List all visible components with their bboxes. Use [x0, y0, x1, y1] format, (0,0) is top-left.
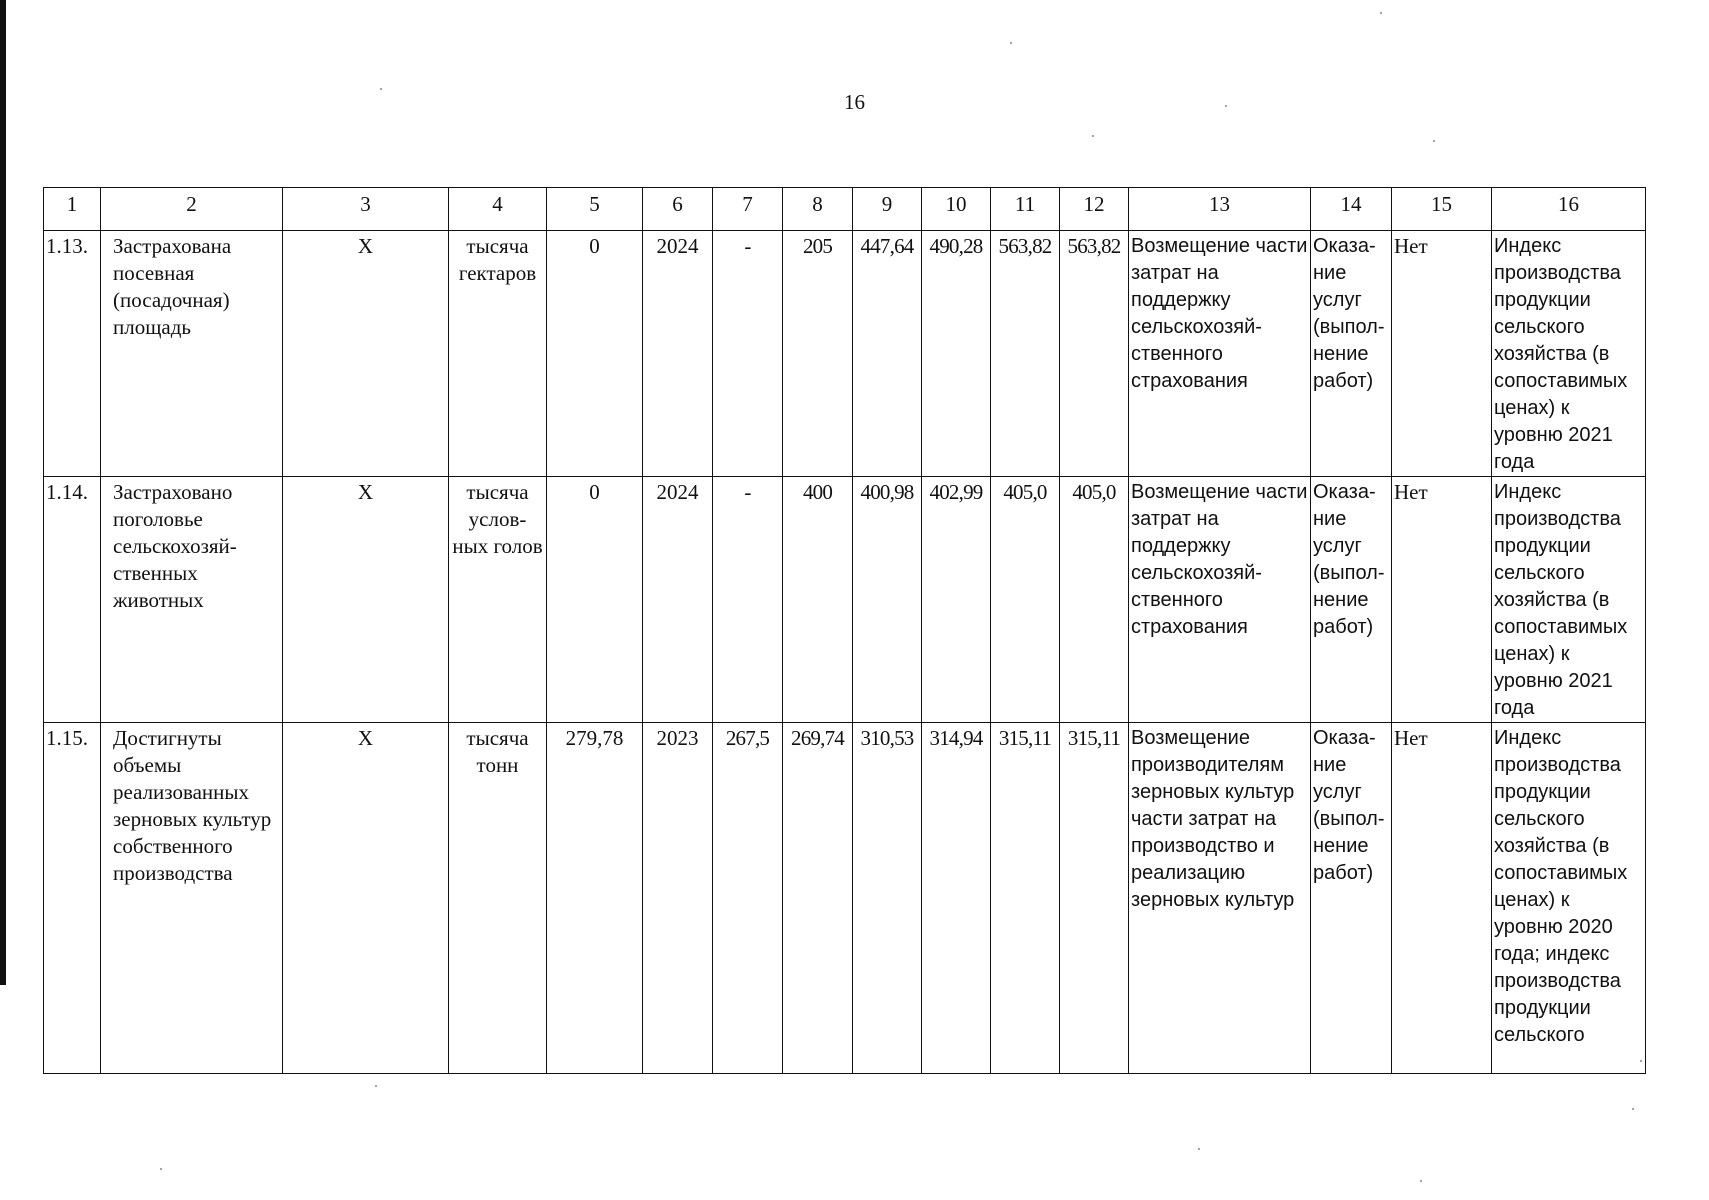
scan-speck	[1632, 1108, 1634, 1110]
header-cell: 8	[783, 188, 853, 231]
binding-edge	[0, 0, 6, 985]
scan-speck	[380, 88, 382, 90]
header-cell: 1	[44, 188, 101, 231]
value-cell-9: 447,64	[853, 231, 922, 477]
base-year-cell: 2023	[643, 723, 713, 1074]
header-cell: 11	[991, 188, 1060, 231]
value-cell-12: 563,82	[1060, 231, 1129, 477]
header-cell: 12	[1060, 188, 1129, 231]
col3-cell: Х	[283, 477, 449, 723]
flag-cell: Нет	[1392, 231, 1492, 477]
measure-type-cell: Оказа-ние услуг (выпол-нение работ)	[1311, 477, 1392, 723]
flag-cell: Нет	[1392, 477, 1492, 723]
measure-description-cell: Возмещение части затрат на поддержку сельскохозяй-ственного страхования	[1129, 231, 1311, 477]
header-cell: 9	[853, 188, 922, 231]
scan-speck	[1380, 12, 1382, 14]
measure-type-cell: Оказа-ние услуг (выпол-нение работ)	[1311, 723, 1392, 1074]
measure-type-cell: Оказа-ние услуг (выпол-нение работ)	[1311, 231, 1392, 477]
value-cell-10: 314,94	[922, 723, 991, 1074]
scan-speck	[1092, 135, 1094, 137]
linked-indicator-cell: Индекс производства продукции сельского хозяйства (в сопоставимых ценах) к уровню 2020 года; индекс производства продукции сельского	[1492, 723, 1646, 1074]
scan-speck	[1010, 42, 1012, 44]
measure-description-cell: Возмещение производителям зерновых культур части затрат на производство и реализацию зерновых культур	[1129, 723, 1311, 1074]
scan-speck	[1433, 140, 1435, 142]
indicators-table	[43, 187, 1646, 1074]
value-cell-11: 563,82	[991, 231, 1060, 477]
header-cell: 3	[283, 188, 449, 231]
base-value-cell: 0	[547, 231, 643, 477]
value-cell-7: 267,5	[713, 723, 783, 1074]
value-cell-7: -	[713, 231, 783, 477]
row-number-cell: 1.13.	[44, 231, 101, 477]
header-cell: 16	[1492, 188, 1646, 231]
header-cell: 2	[101, 188, 283, 231]
header-cell: 6	[643, 188, 713, 231]
base-value-cell: 279,78	[547, 723, 643, 1074]
scan-speck	[375, 1085, 377, 1087]
value-cell-12: 405,0	[1060, 477, 1129, 723]
indicator-name-cell: Застраховано поголовье сельскохозяй-ственных животных	[101, 477, 283, 723]
scan-speck	[1420, 1180, 1422, 1182]
header-cell: 5	[547, 188, 643, 231]
value-cell-9: 400,98	[853, 477, 922, 723]
value-cell-8: 400	[783, 477, 853, 723]
header-cell: 4	[449, 188, 547, 231]
unit-cell: тысяча гектаров	[449, 231, 547, 477]
measure-description-cell: Возмещение части затрат на поддержку сельскохозяй-ственного страхования	[1129, 477, 1311, 723]
row-number-cell: 1.14.	[44, 477, 101, 723]
base-year-cell: 2024	[643, 477, 713, 723]
table-row	[44, 477, 1646, 723]
linked-indicator-cell: Индекс производства продукции сельского хозяйства (в сопоставимых ценах) к уровню 2021 года	[1492, 231, 1646, 477]
header-cell: 10	[922, 188, 991, 231]
header-cell: 13	[1129, 188, 1311, 231]
table-row	[44, 723, 1646, 1074]
value-cell-8: 269,74	[783, 723, 853, 1074]
indicator-name-cell: Достигнуты объемы реализованных зерновых культур собственного производства	[101, 723, 283, 1074]
col3-cell: Х	[283, 231, 449, 477]
value-cell-12: 315,11	[1060, 723, 1129, 1074]
table-row	[44, 231, 1646, 477]
row-number-cell: 1.15.	[44, 723, 101, 1074]
value-cell-10: 490,28	[922, 231, 991, 477]
base-value-cell: 0	[547, 477, 643, 723]
value-cell-9: 310,53	[853, 723, 922, 1074]
page-number: 16	[844, 90, 865, 114]
table-header-row	[44, 188, 1646, 231]
linked-indicator-cell: Индекс производства продукции сельского хозяйства (в сопоставимых ценах) к уровню 2021 года	[1492, 477, 1646, 723]
value-cell-11: 315,11	[991, 723, 1060, 1074]
indicator-name-cell: Застрахована посевная (посадочная) площадь	[101, 231, 283, 477]
flag-cell: Нет	[1392, 723, 1492, 1074]
scan-speck	[1640, 1060, 1642, 1062]
value-cell-10: 402,99	[922, 477, 991, 723]
header-cell: 15	[1392, 188, 1492, 231]
scan-speck	[1225, 105, 1227, 107]
scan-speck	[160, 1168, 162, 1170]
col3-cell: Х	[283, 723, 449, 1074]
header-cell: 7	[713, 188, 783, 231]
unit-cell: тысяча услов-ных голов	[449, 477, 547, 723]
value-cell-7: -	[713, 477, 783, 723]
value-cell-8: 205	[783, 231, 853, 477]
scan-speck	[1198, 1148, 1200, 1150]
header-cell: 14	[1311, 188, 1392, 231]
unit-cell: тысяча тонн	[449, 723, 547, 1074]
base-year-cell: 2024	[643, 231, 713, 477]
value-cell-11: 405,0	[991, 477, 1060, 723]
